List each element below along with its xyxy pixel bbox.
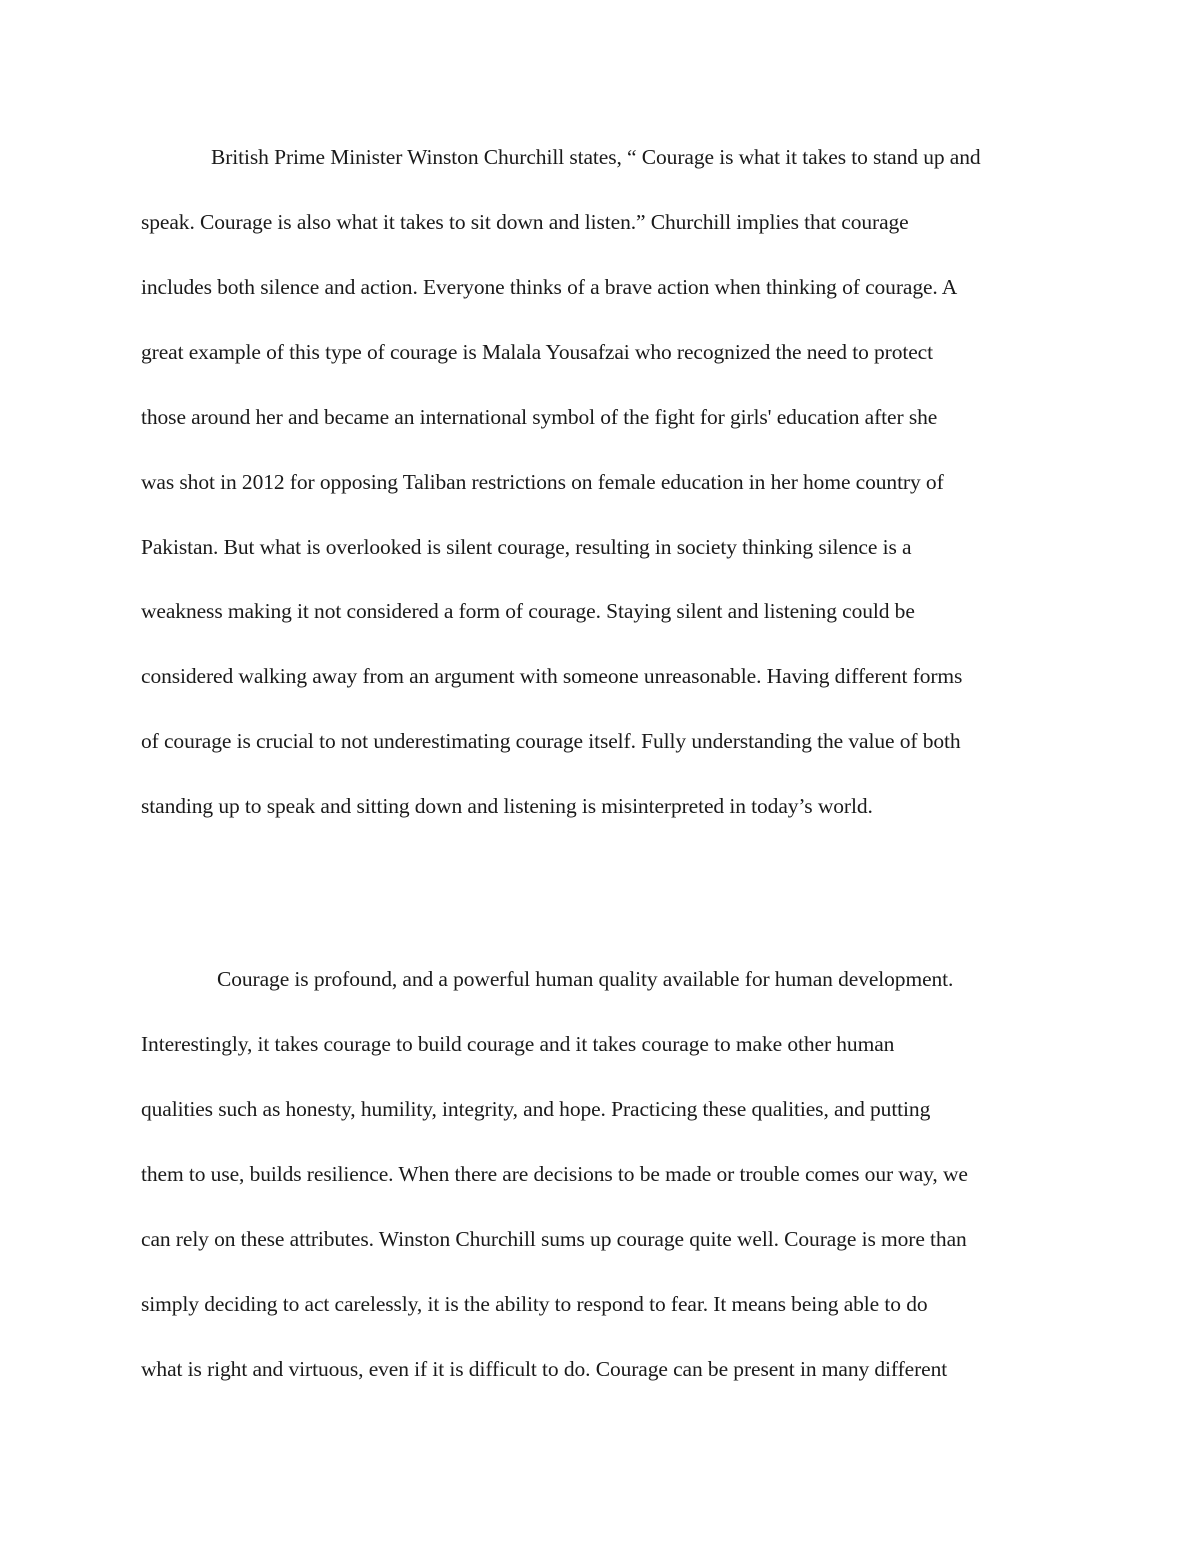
paragraph-line: speak. Courage is also what it takes to sit down and listen.” Churchill implies that courage <box>141 210 909 234</box>
paragraph-line: qualities such as honesty, humility, integrity, and hope. Practicing these qualities, and putting <box>141 1097 931 1121</box>
paragraph-line: Interestingly, it takes courage to build courage and it takes courage to make other human <box>141 1032 895 1056</box>
paragraph-line: standing up to speak and sitting down and listening is misinterpreted in today’s world. <box>141 794 873 818</box>
paragraph-line: Courage is profound, and a powerful human quality available for human development. <box>217 967 954 991</box>
paragraph-line: can rely on these attributes. Winston Churchill sums up courage quite well. Courage is more than <box>141 1227 967 1251</box>
paragraph-line: of courage is crucial to not underestimating courage itself. Fully understanding the value of both <box>141 729 961 753</box>
paragraph-line: great example of this type of courage is Malala Yousafzai who recognized the need to protect <box>141 340 933 364</box>
paragraph-line: weakness making it not considered a form of courage. Staying silent and listening could be <box>141 599 915 623</box>
paragraph-line: includes both silence and action. Everyone thinks of a brave action when thinking of courage. A <box>141 275 958 299</box>
paragraph-line: Pakistan. But what is overlooked is silent courage, resulting in society thinking silence is a <box>141 535 912 559</box>
paragraph-line: them to use, builds resilience. When there are decisions to be made or trouble comes our way, we <box>141 1162 968 1186</box>
paragraph-line: what is right and virtuous, even if it is difficult to do. Courage can be present in many different <box>141 1357 948 1381</box>
paragraph-line: was shot in 2012 for opposing Taliban restrictions on female education in her home country of <box>141 470 944 494</box>
paragraph-line: simply deciding to act carelessly, it is the ability to respond to fear. It means being able to do <box>141 1292 928 1316</box>
paragraph-line: considered walking away from an argument with someone unreasonable. Having different forms <box>141 664 963 688</box>
paragraph-line: those around her and became an international symbol of the fight for girls' education after she <box>141 405 938 429</box>
paragraph-line: British Prime Minister Winston Churchill states, “ Courage is what it takes to stand up and <box>211 145 981 169</box>
